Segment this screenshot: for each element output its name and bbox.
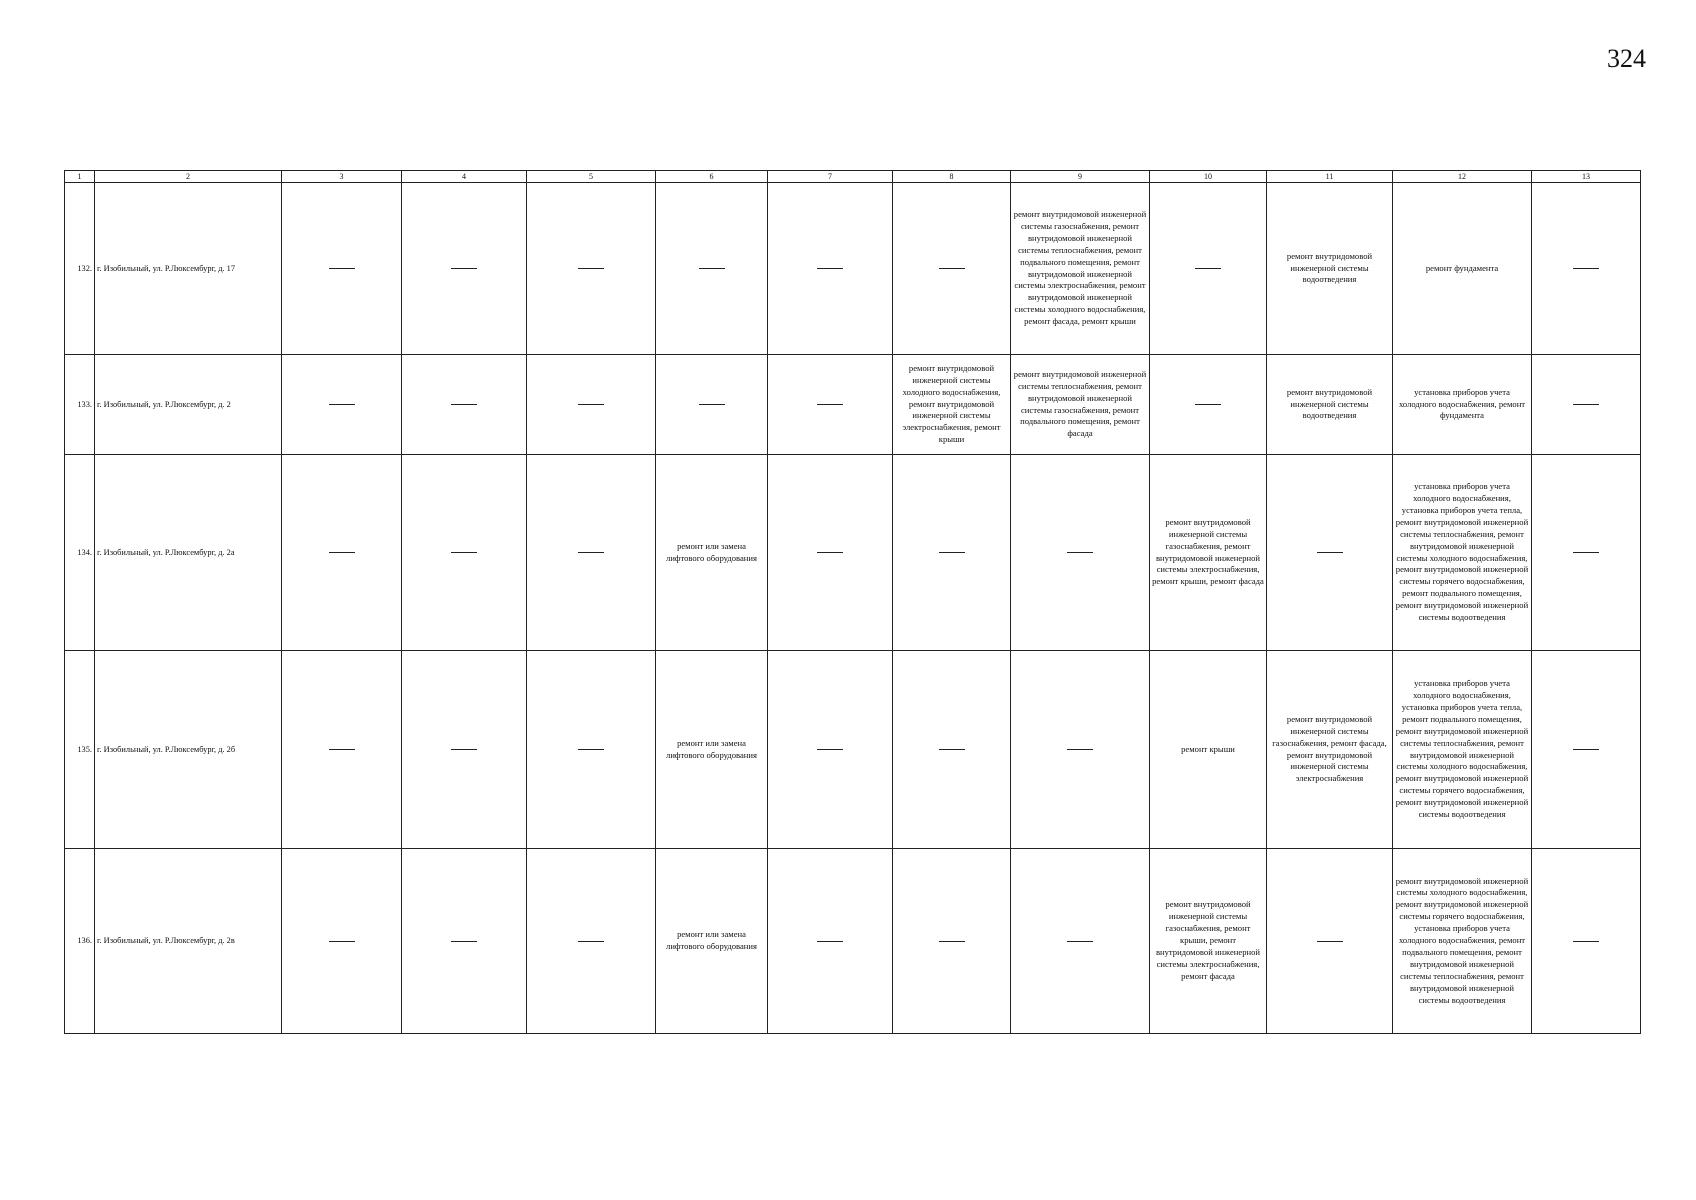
dash-mark xyxy=(939,749,965,750)
dash-mark xyxy=(1195,268,1221,269)
empty-dash-cell xyxy=(402,183,527,355)
dash-mark xyxy=(578,552,604,553)
empty-dash-cell xyxy=(282,455,402,651)
address-cell: г. Изобильный, ул. Р.Люксембург, д. 2в xyxy=(95,849,282,1034)
row-number: 132. xyxy=(65,183,95,355)
empty-dash-cell xyxy=(893,849,1011,1034)
work-type-cell: ремонт внутридомовой инженерной системы газоснабжения, ремонт внутридомовой инженерной системы теплоснабжения, ремонт подвального помещения, ремонт внутридомовой инженерной системы электроснабжения, ремонт внутридомовой инженерной системы холодного водоснабжения, ремонт фасада, ремонт крыши xyxy=(1011,183,1150,355)
work-type-cell: установка приборов учета холодного водоснабжения, установка приборов учета тепла, ремонт подвального помещения, ремонт внутридомовой инженерной системы теплоснабжения, ремонт внутридомовой инженерной системы холодного водоснабжения, ремонт внутридомовой инженерной системы горячего водоснабжения, ремонт внутридомовой инженерной системы водоотведения xyxy=(1393,651,1532,849)
work-type-cell: ремонт внутридомовой инженерной системы газоснабжения, ремонт фасада, ремонт внутридомовой инженерной системы электроснабжения xyxy=(1267,651,1393,849)
row-number: 134. xyxy=(65,455,95,651)
dash-mark xyxy=(451,404,477,405)
empty-dash-cell xyxy=(768,183,893,355)
column-number: 9 xyxy=(1011,171,1150,183)
column-number: 6 xyxy=(656,171,768,183)
work-type-cell: ремонт фундамента xyxy=(1393,183,1532,355)
dash-mark xyxy=(578,749,604,750)
work-type-cell: ремонт или замена лифтового оборудования xyxy=(656,455,768,651)
column-number: 12 xyxy=(1393,171,1532,183)
empty-dash-cell xyxy=(527,849,656,1034)
dash-mark xyxy=(939,268,965,269)
table-row xyxy=(65,849,1641,1034)
dash-mark xyxy=(1573,268,1599,269)
column-number: 13 xyxy=(1532,171,1641,183)
empty-dash-cell xyxy=(527,651,656,849)
work-type-cell: ремонт или замена лифтового оборудования xyxy=(656,651,768,849)
address-cell: г. Изобильный, ул. Р.Люксембург, д. 2а xyxy=(95,455,282,651)
column-number: 4 xyxy=(402,171,527,183)
empty-dash-cell xyxy=(893,455,1011,651)
work-type-cell: установка приборов учета холодного водоснабжения, установка приборов учета тепла, ремонт внутридомовой инженерной системы теплоснабжения, ремонт внутридомовой инженерной системы холодного водоснабжения, ремонт внутридомовой инженерной системы горячего водоснабжения, ремонт подвального помещения, ремонт внутридомовой инженерной системы водоотведения xyxy=(1393,455,1532,651)
empty-dash-cell xyxy=(768,849,893,1034)
dash-mark xyxy=(1195,404,1221,405)
dash-mark xyxy=(1573,404,1599,405)
empty-dash-cell xyxy=(1011,651,1150,849)
empty-dash-cell xyxy=(1150,355,1267,455)
row-number: 133. xyxy=(65,355,95,455)
empty-dash-cell xyxy=(1267,455,1393,651)
empty-dash-cell xyxy=(282,849,402,1034)
dash-mark xyxy=(451,749,477,750)
repair-plan-table xyxy=(64,170,1641,1034)
dash-mark xyxy=(451,941,477,942)
empty-dash-cell xyxy=(1011,849,1150,1034)
empty-dash-cell xyxy=(402,355,527,455)
column-number: 1 xyxy=(65,171,95,183)
work-type-cell: ремонт внутридомовой инженерной системы водоотведения xyxy=(1267,355,1393,455)
dash-mark xyxy=(817,749,843,750)
empty-dash-cell xyxy=(1532,849,1641,1034)
table-row xyxy=(65,183,1641,355)
empty-dash-cell xyxy=(527,183,656,355)
empty-dash-cell xyxy=(282,651,402,849)
empty-dash-cell xyxy=(1532,651,1641,849)
column-number: 7 xyxy=(768,171,893,183)
dash-mark xyxy=(578,941,604,942)
empty-dash-cell xyxy=(1532,455,1641,651)
empty-dash-cell xyxy=(1011,455,1150,651)
dash-mark xyxy=(1317,941,1343,942)
address-cell: г. Изобильный, ул. Р.Люксембург, д. 17 xyxy=(95,183,282,355)
dash-mark xyxy=(1067,552,1093,553)
dash-mark xyxy=(817,941,843,942)
table-row xyxy=(65,455,1641,651)
empty-dash-cell xyxy=(893,651,1011,849)
dash-mark xyxy=(451,268,477,269)
empty-dash-cell xyxy=(402,849,527,1034)
work-type-cell: ремонт внутридомовой инженерной системы водоотведения xyxy=(1267,183,1393,355)
empty-dash-cell xyxy=(1267,849,1393,1034)
column-number: 11 xyxy=(1267,171,1393,183)
empty-dash-cell xyxy=(656,183,768,355)
empty-dash-cell xyxy=(282,183,402,355)
empty-dash-cell xyxy=(1150,183,1267,355)
empty-dash-cell xyxy=(282,355,402,455)
dash-mark xyxy=(1317,552,1343,553)
dash-mark xyxy=(939,552,965,553)
dash-mark xyxy=(1067,749,1093,750)
dash-mark xyxy=(329,941,355,942)
dash-mark xyxy=(817,268,843,269)
work-type-cell: ремонт внутридомовой инженерной системы холодного водоснабжения, ремонт внутридомовой инженерной системы горячего водоснабжения, установка приборов учета холодного водоснабжения, ремонт подвального помещения, ремонт внутридомовой инженерной системы теплоснабжения, ремонт внутридомовой инженерной системы водоотведения xyxy=(1393,849,1532,1034)
work-type-cell: ремонт внутридомовой инженерной системы газоснабжения, ремонт внутридомовой инженерной системы электроснабжения, ремонт крыши, ремонт фасада xyxy=(1150,455,1267,651)
empty-dash-cell xyxy=(768,355,893,455)
dash-mark xyxy=(329,404,355,405)
dash-mark xyxy=(1573,941,1599,942)
empty-dash-cell xyxy=(402,455,527,651)
column-number: 10 xyxy=(1150,171,1267,183)
dash-mark xyxy=(1573,749,1599,750)
address-cell: г. Изобильный, ул. Р.Люксембург, д. 2б xyxy=(95,651,282,849)
empty-dash-cell xyxy=(527,355,656,455)
empty-dash-cell xyxy=(527,455,656,651)
row-number: 135. xyxy=(65,651,95,849)
dash-mark xyxy=(817,404,843,405)
dash-mark xyxy=(1573,552,1599,553)
dash-mark xyxy=(1067,941,1093,942)
column-number: 3 xyxy=(282,171,402,183)
column-number: 5 xyxy=(527,171,656,183)
work-type-cell: ремонт внутридомовой инженерной системы теплоснабжения, ремонт внутридомовой инженерной системы газоснабжения, ремонт подвального помещения, ремонт фасада xyxy=(1011,355,1150,455)
empty-dash-cell xyxy=(1532,355,1641,455)
column-number: 8 xyxy=(893,171,1011,183)
dash-mark xyxy=(817,552,843,553)
work-type-cell: установка приборов учета холодного водоснабжения, ремонт фундамента xyxy=(1393,355,1532,455)
row-number: 136. xyxy=(65,849,95,1034)
column-number: 2 xyxy=(95,171,282,183)
empty-dash-cell xyxy=(893,183,1011,355)
empty-dash-cell xyxy=(656,355,768,455)
dash-mark xyxy=(329,268,355,269)
column-number-row xyxy=(65,171,1641,183)
address-cell: г. Изобильный, ул. Р.Люксембург, д. 2 xyxy=(95,355,282,455)
dash-mark xyxy=(329,749,355,750)
dash-mark xyxy=(329,552,355,553)
page-number: 324 xyxy=(1607,44,1646,73)
dash-mark xyxy=(578,268,604,269)
work-type-cell: ремонт или замена лифтового оборудования xyxy=(656,849,768,1034)
empty-dash-cell xyxy=(768,455,893,651)
work-type-cell: ремонт внутридомовой инженерной системы холодного водоснабжения, ремонт внутридомовой инженерной системы электроснабжения, ремонт крыши xyxy=(893,355,1011,455)
dash-mark xyxy=(578,404,604,405)
dash-mark xyxy=(699,268,725,269)
empty-dash-cell xyxy=(402,651,527,849)
work-type-cell: ремонт крыши xyxy=(1150,651,1267,849)
empty-dash-cell xyxy=(768,651,893,849)
table-row xyxy=(65,355,1641,455)
table-row xyxy=(65,651,1641,849)
work-type-cell: ремонт внутридомовой инженерной системы газоснабжения, ремонт крыши, ремонт внутридомовой инженерной системы электроснабжения, ремонт фасада xyxy=(1150,849,1267,1034)
dash-mark xyxy=(699,404,725,405)
dash-mark xyxy=(939,941,965,942)
empty-dash-cell xyxy=(1532,183,1641,355)
dash-mark xyxy=(451,552,477,553)
